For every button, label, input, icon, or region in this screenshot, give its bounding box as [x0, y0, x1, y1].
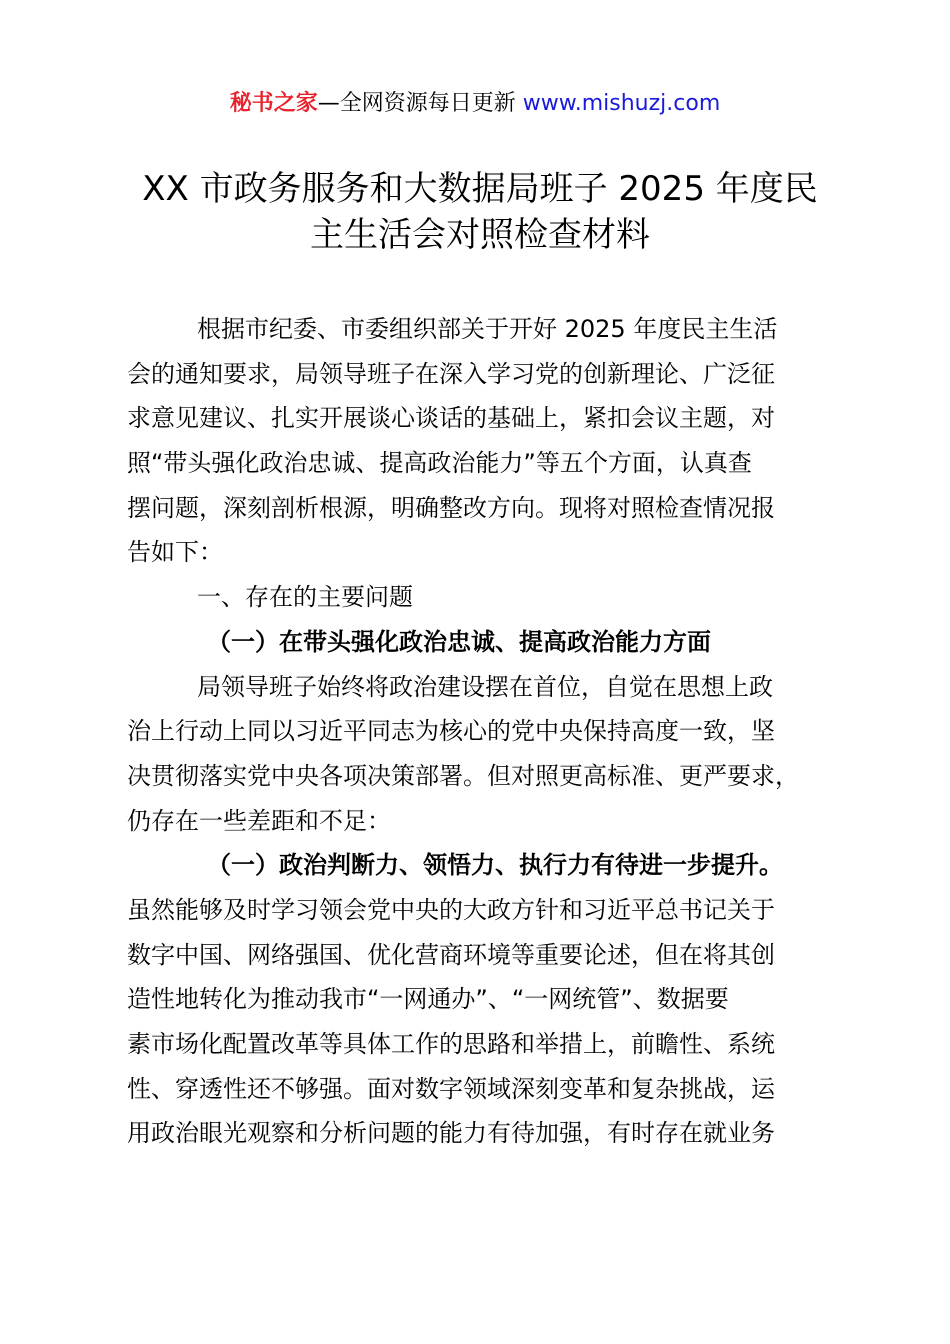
paragraph-line: 性、穿透性还不够强。面对数字领域深刻变革和复杂挑战，运: [127, 1074, 775, 1103]
title-line: XX 市政务服务和大数据局班子 2025 年度民: [142, 169, 818, 209]
section-heading: 一、存在的主要问题: [197, 583, 413, 612]
site-url-link[interactable]: www.mishuzj.com: [522, 91, 721, 116]
document-title: [0, 166, 950, 258]
paragraph-line: 摆问题，深刻剖析根源，明确整改方向。现将对照检查情况报: [127, 493, 775, 522]
paragraph-line: 告如下：: [127, 538, 223, 567]
title-line: 主生活会对照检查材料: [310, 215, 650, 255]
brand-name: 秘书之家: [229, 91, 318, 116]
paragraph-line: 数字中国、网络强国、优化营商环境等重要论述，但在将其创: [127, 940, 775, 969]
document-body: [127, 307, 857, 1156]
paragraph-line: 决贯彻落实党中央各项决策部署。但对照更高标准、更严要求，: [127, 761, 799, 790]
paragraph-line: 根据市纪委、市委组织部关于开好 2025 年度民主生活: [197, 315, 778, 343]
banner-slogan: —全网资源每日更新: [317, 91, 523, 116]
subsection-heading: （一）政治判断力、领悟力、执行力有待进一步提升。: [207, 851, 783, 880]
subsection-heading: （一）在带头强化政治忠诚、提高政治能力方面: [207, 627, 711, 656]
site-banner: [0, 88, 950, 120]
paragraph-line: 虽然能够及时学习领会党中央的大政方针和习近平总书记关于: [127, 895, 775, 924]
paragraph-line: 素市场化配置改革等具体工作的思路和举措上，前瞻性、系统: [127, 1030, 775, 1058]
paragraph-line: 用政治眼光观察和分析问题的能力有待加强，有时存在就业务: [127, 1119, 775, 1148]
paragraph-line: 仍存在一些差距和不足：: [127, 806, 391, 835]
paragraph-line: 求意见建议、扎实开展谈心谈话的基础上，紧扣会议主题，对: [127, 404, 775, 433]
paragraph-line: 会的通知要求，局领导班子在深入学习党的创新理论、广泛征: [127, 359, 775, 388]
paragraph-line: 局领导班子始终将政治建设摆在首位，自觉在思想上政: [197, 672, 773, 701]
paragraph-line: 造性地转化为推动我市“一网通办”、“一网统管”、数据要: [127, 985, 729, 1014]
paragraph-line: 治上行动上同以习近平同志为核心的党中央保持高度一致，坚: [127, 717, 775, 746]
paragraph-line: 照“带头强化政治忠诚、提高政治能力”等五个方面，认真查: [127, 449, 752, 478]
